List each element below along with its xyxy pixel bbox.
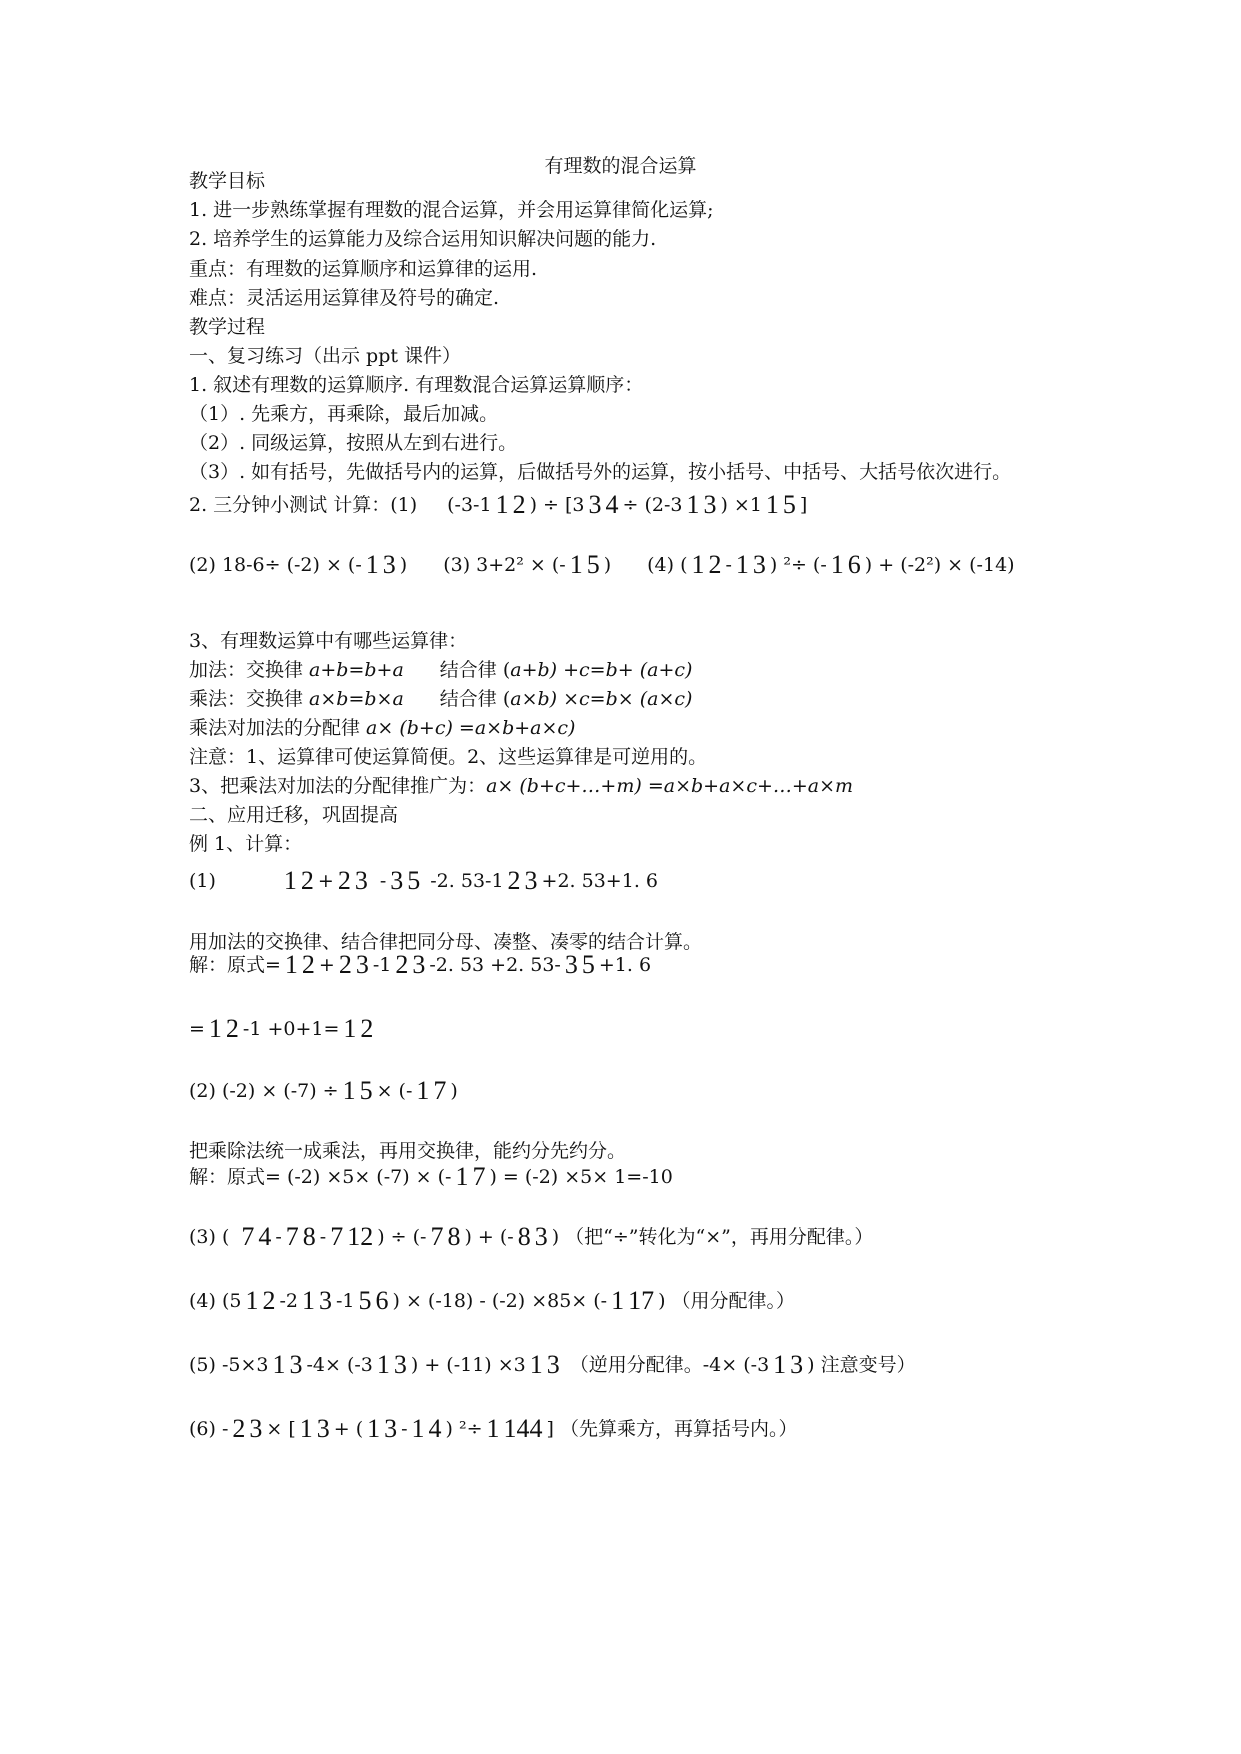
solution-2: 解：原式= (-2) ×5× (-7) × (- 1 7 ) = (-2) ×5× 1=-10 xyxy=(189,1162,673,1191)
section-heading-objectives: 教学目标 xyxy=(189,170,266,192)
fraction: 7 12 xyxy=(330,1222,374,1251)
fraction: 2 3 xyxy=(338,950,369,979)
example-2-hint: 把乘除法统一成乘法，再用交换律，能约分先约分。 xyxy=(189,1140,627,1162)
addition-laws: 加法：交换律 a+b=b+a 结合律 (a+b) +c=b+ (a+c) xyxy=(189,659,693,681)
fraction: 1 7 xyxy=(416,1076,447,1105)
difficulty-point: 难点：灵活运用运算律及符号的确定. xyxy=(189,287,500,309)
fraction: 2 3 xyxy=(507,866,538,895)
fraction: 7 4 xyxy=(241,1222,272,1251)
fraction: 1 3 xyxy=(272,1350,303,1379)
fraction: 1 3 xyxy=(365,550,396,579)
distributive-generalized: 3、把乘法对加法的分配律推广为：a× (b+c+…+m) =a×b+a×c+…+a×m xyxy=(189,775,854,797)
fraction: 1 3 xyxy=(735,550,766,579)
example-5: (5) -5×3 1 3 -4× (-3 1 3 ) + (-11) ×3 1 3 （逆用分配律。-4× (-3 1 3 ) 注意变号） xyxy=(189,1350,916,1379)
fraction: 8 3 xyxy=(517,1222,548,1251)
objective-1: 1. 进一步熟练掌握有理数的混合运算，并会用运算律简化运算; xyxy=(189,199,714,221)
example-1: (1) 1 2 + 2 3 - 3 5 -2. 53-1 2 3 +2. 53+1. 6 xyxy=(189,866,658,895)
key-point: 重点：有理数的运算顺序和运算律的运用. xyxy=(189,258,538,280)
fraction: 1 3 xyxy=(773,1350,804,1379)
fraction: 1 2 xyxy=(284,950,315,979)
example-heading: 例 1、计算： xyxy=(189,833,303,855)
fraction: 2 3 xyxy=(232,1414,263,1443)
fraction: 1 6 xyxy=(830,550,861,579)
quiz-label: 2. 三分钟小测试 计算：(1) xyxy=(189,493,418,516)
example-2: (2) (-2) × (-7) ÷ 1 5 × (- 1 7 ) xyxy=(189,1076,458,1105)
fraction: 7 8 xyxy=(285,1222,316,1251)
fraction: 1 2 xyxy=(343,1014,374,1043)
page-title: 有理数的混合运算 xyxy=(544,155,697,177)
fraction: 1 3 xyxy=(529,1350,560,1379)
fraction: 1 5 xyxy=(569,550,600,579)
solution-1: 解：原式= 1 2 + 2 3 -1 2 3 -2. 53 +2. 53- 3 5 +1. 6 xyxy=(189,950,652,979)
order-intro: 1. 叙述有理数的运算顺序. 有理数混合运算运算顺序： xyxy=(189,374,644,396)
fraction: 1 2 xyxy=(283,866,314,895)
objective-2: 2. 培养学生的运算能力及综合运用知识解决问题的能力. xyxy=(189,228,657,250)
multiplication-laws: 乘法：交换律 a×b=b×a 结合律 (a×b) ×c=b× (a×c) xyxy=(189,688,693,710)
laws-note: 注意：1、运算律可使运算简便。2、这些运算律是可逆用的。 xyxy=(189,746,708,768)
fraction: 1 2 xyxy=(495,490,526,519)
fraction: 1 144 xyxy=(486,1414,543,1443)
example-6: (6) - 2 3 × [ 1 3 + ( 1 3 - 1 4 ) ²÷ 1 144 ] （先算乘方，再算括号内。） xyxy=(189,1414,798,1443)
fraction: 3 4 xyxy=(588,490,619,519)
fraction: 7 8 xyxy=(430,1222,461,1251)
fraction: 1 17 xyxy=(611,1286,655,1315)
fraction: 5 6 xyxy=(358,1286,389,1315)
solution-1-result: = 1 2 -1 +0+1= 1 2 xyxy=(189,1014,374,1043)
quiz-line-2: (2) 18-6÷ (-2) × (- 1 3 ) (3) 3+2² × (- 1 5 ) (4) ( 1 2 - 1 3 ) ²÷ (- 1 6 ) + (-2²) × (-14) xyxy=(189,550,1015,579)
fraction: 1 3 xyxy=(376,1350,407,1379)
review-heading: 一、复习练习（出示 ppt 课件） xyxy=(189,345,462,367)
example-3: (3) ( 7 4 - 7 8 - 7 12 ) ÷ (- 7 8 ) + (- 8 3 ) （把“÷”转化为“×”，再用分配律。） xyxy=(189,1222,874,1251)
order-rule-2: （2）. 同级运算，按照从左到右进行。 xyxy=(189,432,518,454)
fraction: 1 3 xyxy=(367,1414,398,1443)
fraction: 1 2 xyxy=(691,550,722,579)
section-heading-process: 教学过程 xyxy=(189,316,266,338)
fraction: 2 3 xyxy=(395,950,426,979)
fraction: 1 3 xyxy=(299,1414,330,1443)
fraction: 2 3 xyxy=(337,866,368,895)
example-1-hint: 用加法的交换律、结合律把同分母、凑整、凑零的结合计算。 xyxy=(189,931,703,953)
fraction: 1 2 xyxy=(245,1286,276,1315)
distributive-law: 乘法对加法的分配律 a× (b+c) =a×b+a×c) xyxy=(189,717,576,739)
order-rule-3: （3）. 如有括号，先做括号内的运算，后做括号外的运算，按小括号、中括号、大括号依次进行。 xyxy=(189,461,1012,483)
fraction: 3 5 xyxy=(390,866,421,895)
quiz-line-1: 2. 三分钟小测试 计算：(1) (-3-1 1 2 ) ÷ [3 3 4 ÷ (2-3 1 3 ) ×1 1 5 ] xyxy=(189,490,808,519)
order-rule-1: （1）. 先乘方，再乘除，最后加减。 xyxy=(189,403,499,425)
fraction: 3 5 xyxy=(564,950,595,979)
fraction: 1 3 xyxy=(301,1286,332,1315)
fraction: 1 5 xyxy=(342,1076,373,1105)
application-heading: 二、应用迁移，巩固提高 xyxy=(189,804,399,826)
fraction: 1 5 xyxy=(765,490,796,519)
fraction: 1 2 xyxy=(208,1014,239,1043)
example-4: (4) (5 1 2 -2 1 3 -1 5 6 ) × (-18) - (-2) ×85× (- 1 17 ) （用分配律。） xyxy=(189,1286,796,1315)
fraction: 1 4 xyxy=(411,1414,442,1443)
laws-heading: 3、有理数运算中有哪些运算律： xyxy=(189,630,468,652)
fraction: 1 7 xyxy=(455,1162,486,1191)
fraction: 1 3 xyxy=(686,490,717,519)
